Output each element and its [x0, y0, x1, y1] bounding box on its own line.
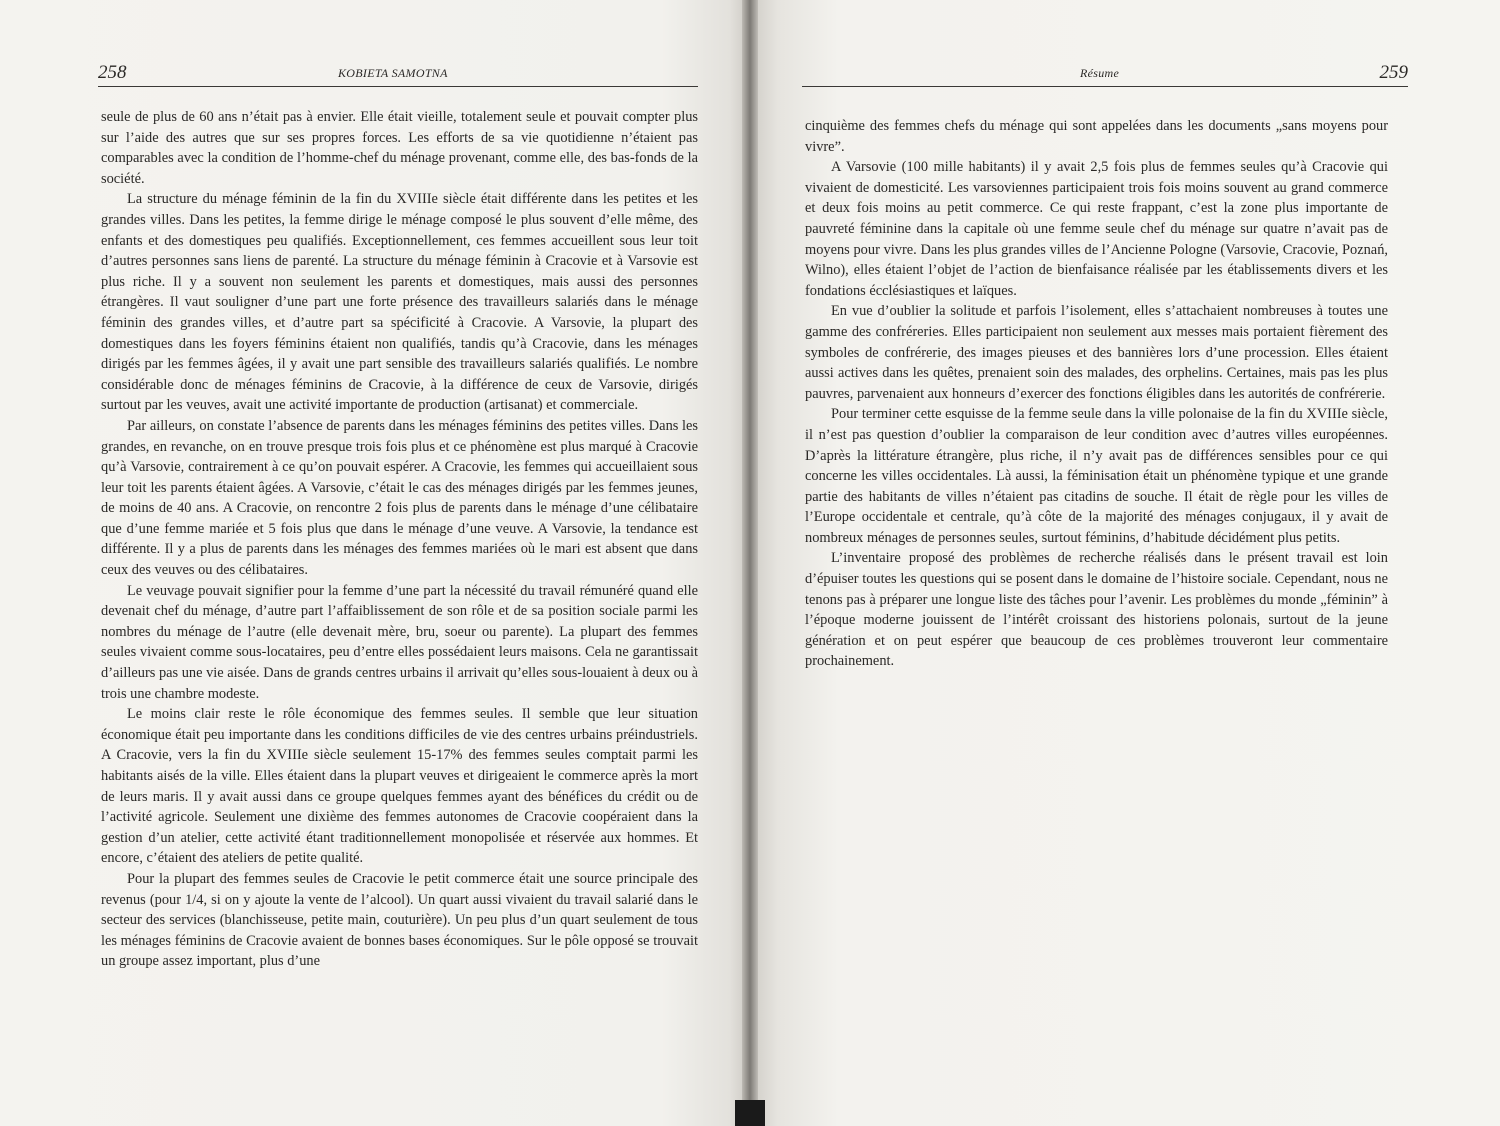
left-page-body: [101, 107, 698, 972]
page-number-right: 259: [1379, 62, 1408, 83]
running-head-right: Résume: [1080, 66, 1120, 80]
paragraph: Le moins clair reste le rôle économique des femmes seules. Il semble que leur situation économique était peu importante dans les conditions difficiles de vie des centres urbains préindustriels. A Cracovie, vers la fin du XVIIIe siècle seulement 15-17% des femmes seules comptait parmi les habitants aisés de la ville. Elles étaient dans la plupart veuves et dirigeaient le commerce après la mort de leurs maris. Il y avait aussi dans ce groupe quelques femmes ayant des bénéfices du crédit ou de l’activité agricole. Seulement une dixième des femmes autonomes de Cracovie coopéraient dans la gestion d’un atelier, cette activité étant traditionnellement monopolisée et réservée aux hommes. Et encore, c’étaient des ateliers de petite qualité.: [101, 706, 698, 867]
paragraph: cinquième des femmes chefs du ménage qui sont appelées dans les documents „sans moyens pour vivre”.: [805, 118, 1388, 155]
paragraph: seule de plus de 60 ans n’était pas à envier. Elle était vieille, totalement seule et pouvait compter plus sur l’aide des autres que sur ses propres forces. Les efforts de sa vie quotidienne n’étaient pas comparables avec la condition de l’homme-chef du ménage provenant, comme elle, des bas-fonds de la société.: [101, 109, 698, 187]
paragraph: A Varsovie (100 mille habitants) il y avait 2,5 fois plus de femmes seules qu’à Cracovie qui vivaient de domesticité. Les varsoviennes participaient trois fois moins souvent au grand commerce et deux fois moins au petit commerce. Ce qui reste frappant, c’est la zone plus importante de pauvreté féminine dans la capitale où une femme seule chef du ménage sur quatre n’avait pas de moyens pour vivre. Dans les plus grandes villes de l’Ancienne Pologne (Varsovie, Cracovie, Poznań, Wilno), elles étaient l’objet de l’action de bienfaisance réalisée par les établissements divers et les fondations écclésiastiques et laïques.: [805, 159, 1388, 299]
paragraph: Par ailleurs, on constate l’absence de parents dans les ménages féminins des petites villes. Dans les grandes, en revanche, on en trouve presque trois fois plus et ce phénomène est plus marqué à Cracovie qu’à Varsovie, contrairement à ce qu’on pouvait espérer. A Cracovie, les femmes qui accueillaient sous leur toit les parents étaient âgées. A Varsovie, c’était le cas des ménages dirigés par les femmes jeunes, de moins de 40 ans. A Cracovie, on rencontre 2 fois plus de parents dans le ménage d’une célibataire que d’une femme mariée et 5 fois plus que dans le ménage d’une veuve. A Varsovie, la tendance est différente. Il y a plus de parents dans les ménages des femmes mariées où le mari est absent que dans ceux des veuves ou des célibataires.: [101, 417, 698, 579]
page-number-left: 258: [98, 62, 127, 83]
paragraph: Le veuvage pouvait signifier pour la femme d’une part la nécessité du travail rémunéré quand elle devenait chef du ménage, d’autre part l’affaiblissement de son rôle et de sa position sociale parmi les nombres du ménage de l’autre (elle devenait mère, bru, soeur ou parente). La plupart des femmes seules vivaient comme sous-locataires, peu d’entre elles possédaient leurs maisons. Cela ne garantissait d’ailleurs pas une vie aisée. Dans de grands centres urbains il arrivait qu’elles sous-louaient à deux ou à trois une chambre modeste.: [101, 582, 699, 702]
left-page-header: [98, 62, 698, 87]
paragraph: L’inventaire proposé des problèmes de recherche réalisés dans le présent travail est loin d’épuiser toutes les questions qui se posent dans le domaine de l’histoire sociale. Cependant, nous ne tenons pas à préparer une longue liste des tâches pour l’avenir. Les problèmes du monde „féminin” à l’époque moderne jouissent de l’intérêt croissant des historiens polonais, surtout de la jeune génération et on peut espérer que beaucoup de ces problèmes trouveront leur commentaire prochainement.: [805, 550, 1388, 670]
paragraph: Pour la plupart des femmes seules de Cracovie le petit commerce était une source principale des revenus (pour 1/4, si on y ajoute la vente de l’alcool). Un quart aussi vivaient du travail salarié dans le secteur des services (blanchisseuse, petite main, couturière). Un peu plus d’un quart seulement de tous les ménages féminins de Cracovie avaient de bonnes bases économiques. Sur le pôle opposé se trouvait un groupe assez important, plus d’une: [101, 870, 698, 970]
right-page: [748, 0, 1500, 1126]
right-page-body: [805, 116, 1388, 672]
right-page-header: [802, 62, 1408, 87]
running-head-left: KOBIETA SAMOTNA: [338, 66, 448, 80]
paragraph: La structure du ménage féminin de la fin du XVIIIe siècle était différente dans les petites et les grandes villes. Dans les petites, la femme dirige le ménage composé le plus souvent d’elle même, des enfants et des domestiques peu qualifiés. Exceptionnellement, ces femmes accueillent sous leur toit d’autres personnes sans liens de parenté. La structure du ménage féminin à Cracovie et à Varsovie est plus riche. Il y a souvent non seulement les parents et domestiques, mais aussi des personnes étrangères. Il vaut souligner d’une part une forte présence des travailleurs salariés dans le ménage féminin des grandes villes, et d’autre part sa spécificité à Cracovie. A Varsovie, la plupart des domestiques dans les foyers féminins étaient non qualifiés, tandis qu’à Cracovie, dans les ménages dirigés par les femmes âgées, il y avait une part sensible des travailleurs salariés qualifiés. Le nombre considérable donc de ménages féminins de Cracovie, à la différence de ceux de Varsovie, dirigés surtout par les veuves, avait une activité importante de production (artisanat) et commerciale.: [101, 191, 698, 414]
paragraph: Pour terminer cette esquisse de la femme seule dans la ville polonaise de la fin du XVIIIe siècle, il n’est pas question d’oublier la comparaison de leur condition avec d’autres villes européennes. D’après la littérature étrangère, plus riche, il n’y avait pas de différences sensibles pour ce qui concerne les villes occidentales. Là aussi, la féminisation était un phénomène typique et une grande partie des habitants de villes n’étaient pas citadins de souche. Il était de règle pour les villes de l’Europe occidentale et centrale, qu’à côte de la majorité des ménages conjugaux, il y avait de nombreux ménages de personnes seules, surtout féminins, d’habitude décidément plus petits.: [805, 406, 1388, 546]
book-gutter: [742, 0, 758, 1126]
paragraph: En vue d’oublier la solitude et parfois l’isolement, elles s’attachaient nombreuses à toutes une gamme des confréreries. Elles participaient non seulement aux messes mais portaient fièrement des symboles de confrérerie, des images pieuses et des bannières lors d’une procession. Elles étaient aussi actives dans les quêtes, prenaient soin des malades, des orphelins. Certaines, mais pas les plus pauvres, parvenaient aux honneurs d’exercer des fonctions éligibles dans les autorités de confrérerie.: [805, 303, 1388, 402]
gutter-shadow: [735, 1100, 765, 1126]
